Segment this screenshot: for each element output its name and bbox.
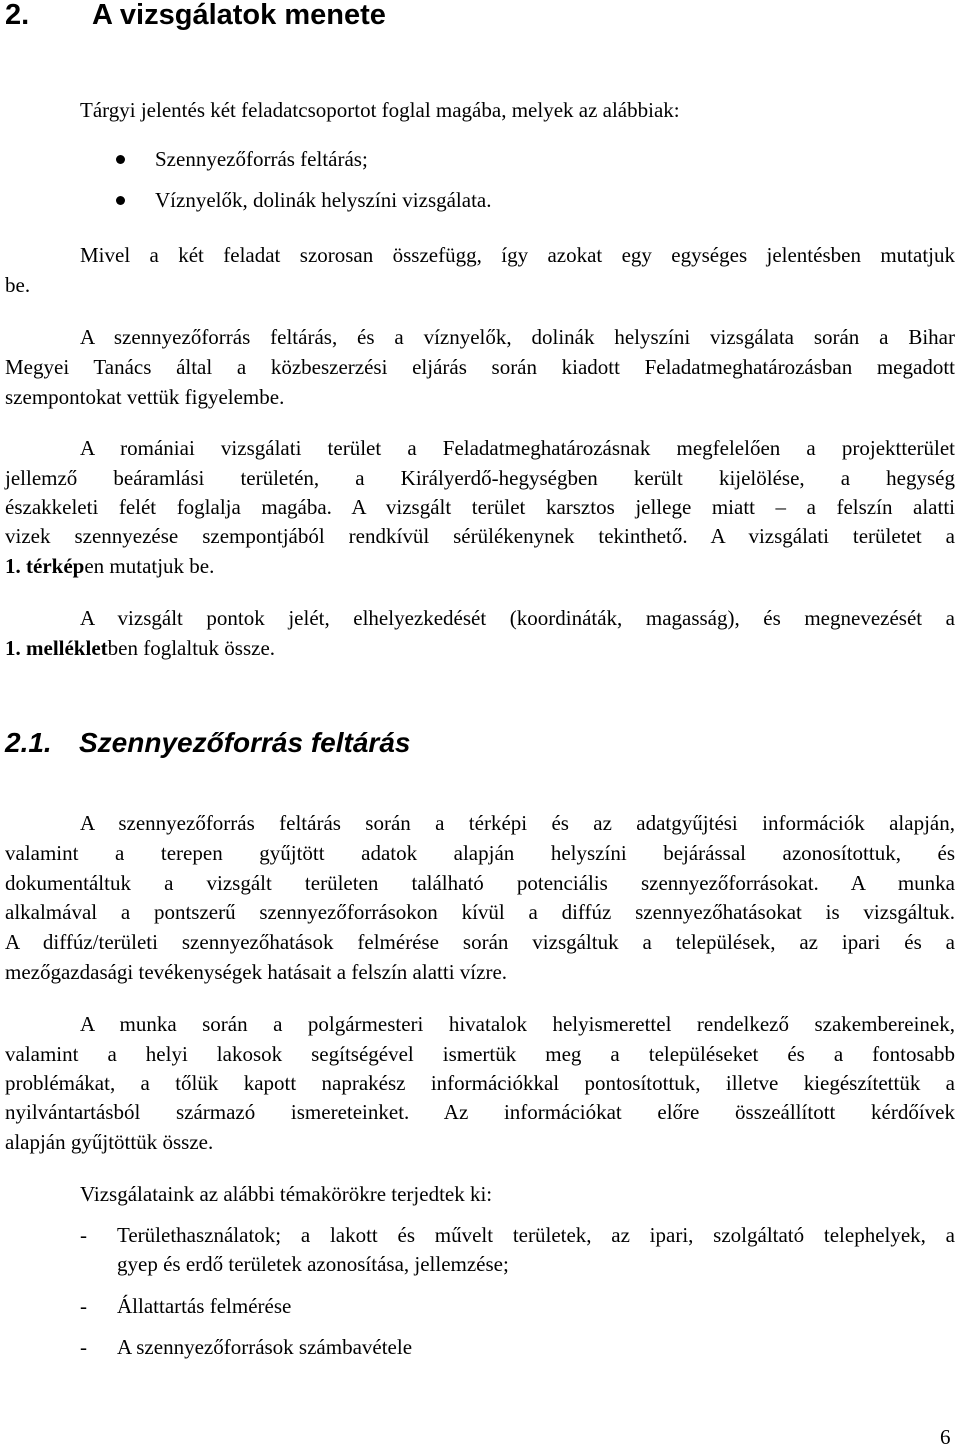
paragraph-line: A munka során a polgármesteri hivatalok helyismerettel rendelkező szakembereinek, — [80, 1012, 955, 1036]
bullet-icon — [116, 155, 125, 164]
paragraph-line: szempontokat vettük figyelembe. — [5, 385, 285, 409]
bullet-icon — [116, 196, 125, 205]
paragraph-line: A diffúz/területi szennyezőhatások felmérése során vizsgáltuk a települések, az ipari és a — [5, 930, 955, 954]
paragraph-line: alapján gyűjtöttük össze. — [5, 1130, 214, 1154]
paragraph-line: Megyei Tanács által a közbeszerzési eljárás során kiadott Feladatmeghatározásban megadott — [5, 355, 955, 379]
section-title: A vizsgálatok menete — [92, 0, 386, 31]
paragraph-line: A szennyezőforrás feltárás, és a víznyelők, dolinák helyszíni vizsgálata során a Bihar — [80, 325, 955, 349]
paragraph-line: A vizsgált pontok jelét, elhelyezkedését (koordináták, magasság), és megnevezését a — [80, 606, 955, 630]
section-number: 2. — [5, 0, 30, 31]
paragraph-line: A romániai vizsgálati terület a Feladatmeghatározásnak megfelelően a projektterület — [80, 436, 955, 460]
list-item: gyep és erdő területek azonosítása, jellemzése; — [117, 1252, 509, 1276]
paragraph-line — [5, 633, 275, 663]
intro-paragraph: Tárgyi jelentés két feladatcsoportot foglal magába, melyek az alábbiak: — [80, 98, 680, 122]
paragraph-line: vizek szennyezése szempontjából rendkívül sérülékenynek tekinthető. A vizsgálati területet a — [5, 524, 955, 548]
list-item: Állattartás felmérése — [117, 1294, 292, 1318]
bullet-item: Szennyezőforrás feltárás; — [155, 147, 368, 171]
paragraph-line: mezőgazdasági tevékenységek hatásait a felszín alatti vízre. — [5, 960, 508, 984]
paragraph-line: valamint a terepen gyűjtött adatok alapján helyszíni bejárással azonosítottuk, és — [5, 841, 955, 865]
paragraph-line: északkeleti felét foglalja magába. A vizsgált terület karsztos jellege miatt – a felszín alatti — [5, 495, 955, 519]
paragraph-line: be. — [5, 273, 31, 297]
list-marker: - — [80, 1294, 87, 1318]
paragraph-line: problémákat, a tőlük kapott naprakész információkkal pontosítottuk, illetve kiegészítettük a — [5, 1071, 955, 1095]
paragraph-line: A szennyezőforrás feltárás során a térképi és az adatgyűjtési információk alapján, — [80, 811, 955, 835]
appendix-reference: 1. melléklet — [5, 636, 108, 660]
paragraph-line: jellemző beáramlási területén, a Királyerdő-hegységben került kijelölése, a hegység — [5, 466, 955, 490]
list-item: Területhasználatok; a lakott és művelt területek, az ipari, szolgáltató telephelyek, a — [117, 1223, 955, 1247]
page-number: 6 — [940, 1425, 951, 1449]
paragraph-text: en mutatjuk be. — [84, 554, 215, 578]
paragraph-line: alkalmával a pontszerű szennyezőforrásokon kívül a diffúz szennyezőhatásokat is vizsgáltuk. — [5, 900, 955, 924]
paragraph-line: valamint a helyi lakosok segítségével ismertük meg a településeket és a fontosabb — [5, 1042, 955, 1066]
list-marker: - — [80, 1223, 87, 1247]
subsection-title: Szennyezőforrás feltárás — [79, 727, 411, 758]
map-reference: 1. térkép — [5, 554, 85, 578]
paragraph-line: Mivel a két feladat szorosan összefügg, így azokat egy egységes jelentésben mutatjuk — [80, 243, 955, 267]
paragraph-line — [5, 551, 214, 581]
paragraph-line: nyilvántartásból származó ismereteinket. Az információkat előre összeállított kérdőívek — [5, 1100, 955, 1124]
paragraph-line: Vizsgálataink az alábbi témakörökre terjedtek ki: — [80, 1182, 493, 1206]
bullet-item: Víznyelők, dolinák helyszíni vizsgálata. — [155, 188, 492, 212]
list-item: A szennyezőforrások számbavétele — [117, 1335, 413, 1359]
list-marker: - — [80, 1335, 87, 1359]
paragraph-line: dokumentáltuk a vizsgált területen található potenciális szennyezőforrásokat. A munka — [5, 871, 955, 895]
subsection-number: 2.1. — [5, 727, 52, 758]
paragraph-text: ben foglaltuk össze. — [107, 636, 276, 660]
